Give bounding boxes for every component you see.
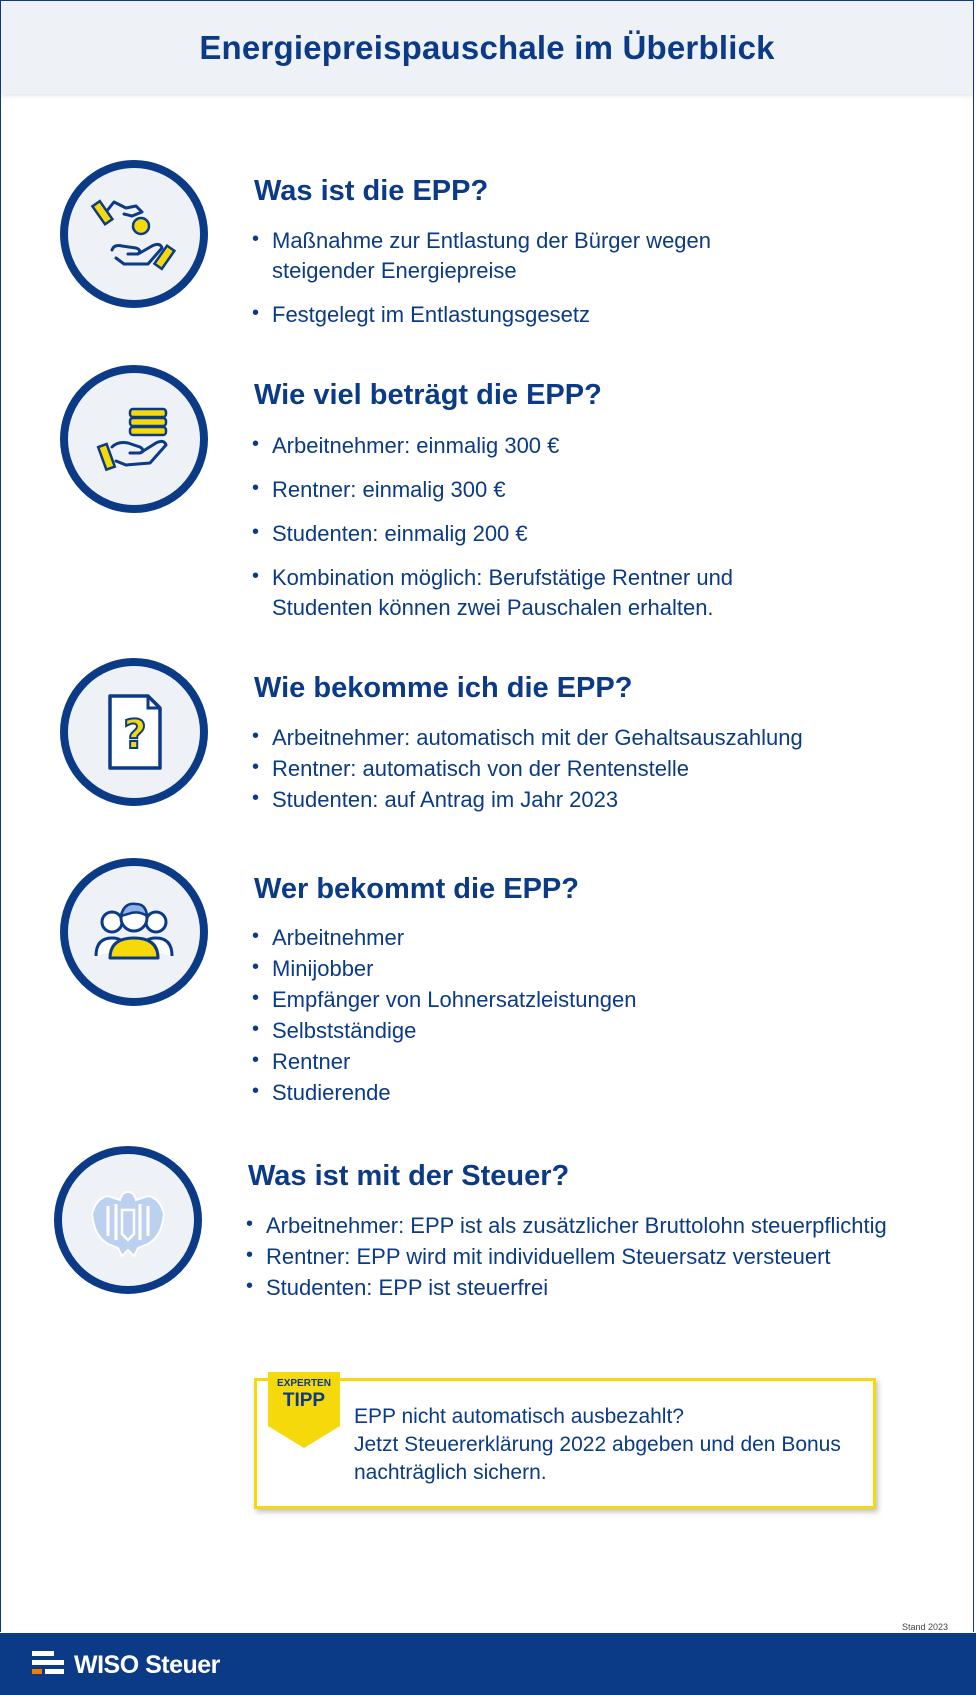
section-icon-circle (60, 858, 208, 1006)
section-icon-circle (54, 1146, 202, 1294)
coins-hand-icon (84, 389, 184, 489)
list-item: • Arbeitnehmer: EPP ist als zusätzlicher Bruttolohn steuerpflichtig (246, 1211, 887, 1241)
list-item: • Rentner (252, 1047, 636, 1077)
section-list (246, 1211, 887, 1304)
stand-date: Stand 2023 (901, 1622, 948, 1632)
list-item: • Selbstständige (252, 1016, 636, 1046)
section-heading: Wie viel beträgt die EPP? (254, 379, 602, 411)
list-item: • Rentner: EPP wird mit individuellem Steuersatz versteuert (246, 1242, 887, 1272)
list-item: • Rentner: einmalig 300 € (252, 475, 733, 505)
section-heading: Wer bekommt die EPP? (254, 873, 579, 905)
list-item: • Festgelegt im Entlastungsgesetz (252, 300, 711, 330)
list-item: • Maßnahme zur Entlastung der Bürger wegen (252, 226, 711, 256)
list-item: • Empfänger von Lohnersatzleistungen (252, 985, 636, 1015)
list-item-continuation: Studenten können zwei Pauschalen erhalten. (272, 595, 714, 620)
list-item: • Studenten: EPP ist steuerfrei (246, 1273, 887, 1303)
hand-coin-icon (84, 184, 184, 284)
section-list (252, 226, 711, 330)
list-item: • Studenten: einmalig 200 € (252, 519, 733, 549)
section-icon-circle (60, 365, 208, 513)
section-heading: Was ist die EPP? (254, 175, 489, 207)
section-heading: Was ist mit der Steuer? (248, 1160, 570, 1192)
wiso-logo-icon (32, 1651, 64, 1679)
list-item: • Arbeitnehmer (252, 923, 636, 953)
list-item-continuation: steigender Energiepreise (272, 258, 517, 283)
expert-tip-badge (268, 1372, 340, 1448)
list-item: • Rentner: automatisch von der Rentenstelle (252, 754, 803, 784)
badge-label-top: EXPERTEN (277, 1378, 331, 1389)
logo-text: WISO Steuer (74, 1650, 220, 1679)
badge-label-bottom: TIPP (282, 1390, 326, 1411)
svg-text:?: ? (123, 712, 147, 758)
expert-tip-text (354, 1403, 859, 1487)
tip-line: EPP nicht automatisch ausbezahlt? (354, 1405, 684, 1428)
section-icon-circle (60, 160, 208, 308)
list-item: • Studenten: auf Antrag im Jahr 2023 (252, 785, 803, 815)
wiso-logo[interactable] (32, 1649, 220, 1681)
list-item: • Minijobber (252, 954, 636, 984)
list-item: • Studierende (252, 1078, 636, 1108)
section-list (252, 723, 803, 816)
document-question-icon (84, 682, 184, 782)
footer-bar (0, 1633, 976, 1695)
section-list (252, 923, 636, 1109)
tip-line: Jetzt Steuererklärung 2022 abgeben und den Bonus (354, 1433, 841, 1456)
federal-eagle-icon (78, 1170, 178, 1270)
tip-line: nachträglich sichern. (354, 1461, 547, 1484)
people-group-icon (84, 882, 184, 982)
list-item: • Kombination möglich: Berufstätige Rentner und (252, 563, 733, 593)
header-bar (1, 1, 973, 94)
section-heading: Wie bekomme ich die EPP? (254, 672, 633, 704)
section-list (252, 431, 733, 623)
list-item: • Arbeitnehmer: einmalig 300 € (252, 431, 733, 461)
section-icon-circle (60, 658, 208, 806)
list-item: • Arbeitnehmer: automatisch mit der Gehaltsauszahlung (252, 723, 803, 753)
page-title: Energiepreispauschale im Überblick (199, 28, 775, 66)
